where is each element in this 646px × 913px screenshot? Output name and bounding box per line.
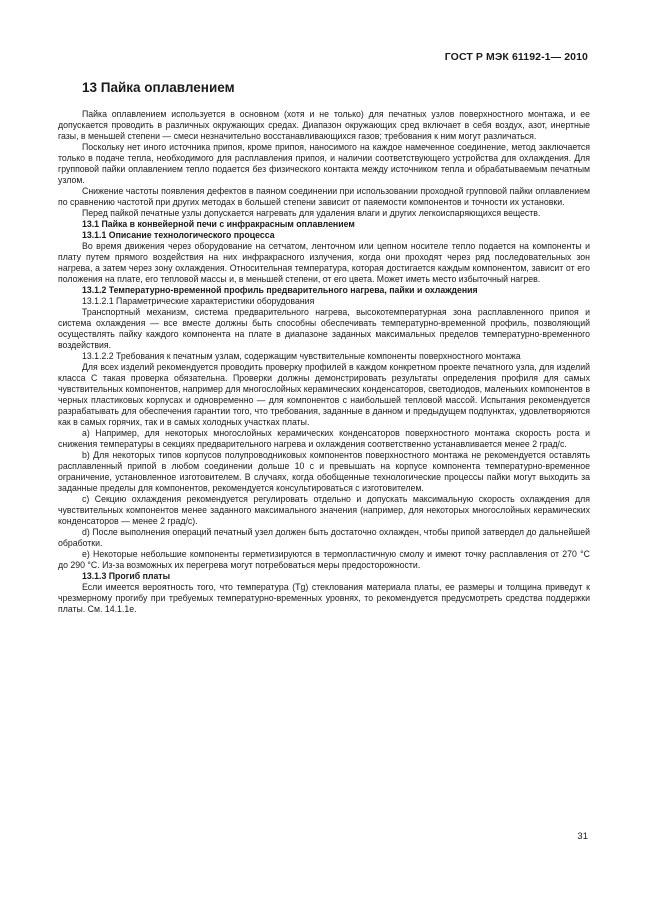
subsection-heading: 13.1.1 Описание технологического процесса xyxy=(82,230,275,240)
paragraph: Поскольку нет иного источника припоя, кроме припоя, наносимого на каждое намеченное соединение, метод заключается только в подаче тепла, необходимого для расплавления припоя, и наличии соответствующего устройства для охлаждения. Для групповой пайки оплавлением тепло подается без физического контакта между источником тепла и обрабатываемым печатным узлом. xyxy=(58,142,590,185)
paragraph: Пайка оплавлением используется в основном (хотя и не только) для печатных узлов поверхностного монтажа, и ее допускается проводить в различных окружающих средах. Диапазон окружающих сред включает в себя воздух, азот, инертные газы, в меньшей степени — смеси незначительно восстанавливающихся газов; требования к ним могут различаться. xyxy=(58,109,590,141)
section-title: 13 Пайка оплавлением xyxy=(82,80,235,95)
subsection-heading: 13.1.2 Температурно-временной профиль предварительного нагрева, пайки и охлаждения xyxy=(82,285,478,295)
paragraph: b) Для некоторых типов корпусов полупроводниковых компонентов поверхностного монтажа не рекомендуется оставлять расплавленный припой в любом соединении дольше 10 с и превышать на корпусе компонента температурно-временное ограничение, установленное изготовителем. В случаях, когда обобщенные технологические процессы пайки могут выходить за заданные пределы для компонентов, рекомендуется консультироваться с изготовителем. xyxy=(58,450,590,493)
paragraph: 13.1.2.2 Требования к печатным узлам, содержащим чувствительные компоненты поверхностного монтажа xyxy=(82,351,521,361)
paragraph: 13.1.2.1 Параметрические характеристики оборудования xyxy=(82,296,315,306)
paragraph: Для всех изделий рекомендуется проводить проверку профилей в каждом конкретном проекте печатного узла, для изделий класса С такая проверка обязательна. Проверки должны демонстрировать результаты определения профиля для самых чувствительных компонентов, например для многослойных керамических конденсаторов, светодиодов, маленьких компонентов в черных пластиковых корпусах и одновременно — для компонентов с наибольшей тепловой массой. Испытания рекомендуется разрабатывать для обеспечения гарантии того, что требования, заданные в данном и предыдущем подпунктах, удовлетворяются как в самых горячих, так и в самых холодных участках платы. xyxy=(58,362,590,427)
paragraph: a) Например, для некоторых многослойных керамических конденсаторов поверхностного монтажа скорость роста и снижения температуры в секциях предварительного нагрева и охлаждения соответственно устанавливается менее 2 град/с. xyxy=(58,428,590,449)
paragraph: Если имеется вероятность того, что температура (Tg) стеклования материала платы, ее размеры и толщина приведут к чрезмерному прогибу при требуемых температурно-временных уровнях, то рекомендуется предусмотреть средства поддержки платы. См. 14.1.1е. xyxy=(58,582,590,614)
paragraph: e) Некоторые небольшие компоненты герметизируются в термопластичную смолу и имеют точку расплавления от 270 °С до 290 °С. Из-за возможных их перегрева могут потребоваться меры предосторожности. xyxy=(58,549,590,570)
paragraph: Снижение частоты появления дефектов в паяном соединении при использовании проходной групповой пайки оплавлением по сравнению частотой при других методах в большей степени зависит от паяемости компонентов и точности их установки. xyxy=(58,186,590,207)
document-header: ГОСТ Р МЭК 61192-1— 2010 xyxy=(444,51,588,63)
page-number: 31 xyxy=(577,831,588,842)
paragraph: d) После выполнения операций печатный узел должен быть достаточно охлажден, чтобы припой затвердел до дальнейшей обработки. xyxy=(58,527,590,548)
paragraph: Транспортный механизм, система предварительного нагрева, высокотемпературная зона расплавленного припоя и система охлаждения — все вместе должны быть способны обеспечивать температурно-временной профиль, позволяющий осуществлять пайку каждого компонента на плате в диапазоне заданных максимальных пределов температурно-временного воздействия. xyxy=(58,307,590,350)
paragraph: Перед пайкой печатные узлы допускается нагревать для удаления влаги и других легкоиспаряющихся веществ. xyxy=(82,208,541,218)
document-body xyxy=(58,109,590,615)
paragraph: c) Секцию охлаждения рекомендуется регулировать отдельно и допускать максимальную скорость охлаждения для чувствительных компонентов менее заданного максимального значения (например, для некоторых многослойных керамических конденсаторов — менее 2 град/с). xyxy=(58,494,590,526)
subsection-heading: 13.1.3 Прогиб платы xyxy=(82,571,171,581)
paragraph: Во время движения через оборудование на сетчатом, ленточном или цепном носителе тепло подается на компоненты и плату путем прямого воздействия на них инфракрасного излучения, когда они проходят через ряд последовательных зон нагрева, а затем через зону охлаждения. Относительная температура, которая достигается каждым компонентом, зависит от его положения на плате, его тепловой массы и, в меньшей степени, от его цвета. Может иметь место избыточный нагрев. xyxy=(58,241,590,284)
subsection-heading: 13.1 Пайка в конвейерной печи с инфракрасным оплавлением xyxy=(82,219,355,229)
